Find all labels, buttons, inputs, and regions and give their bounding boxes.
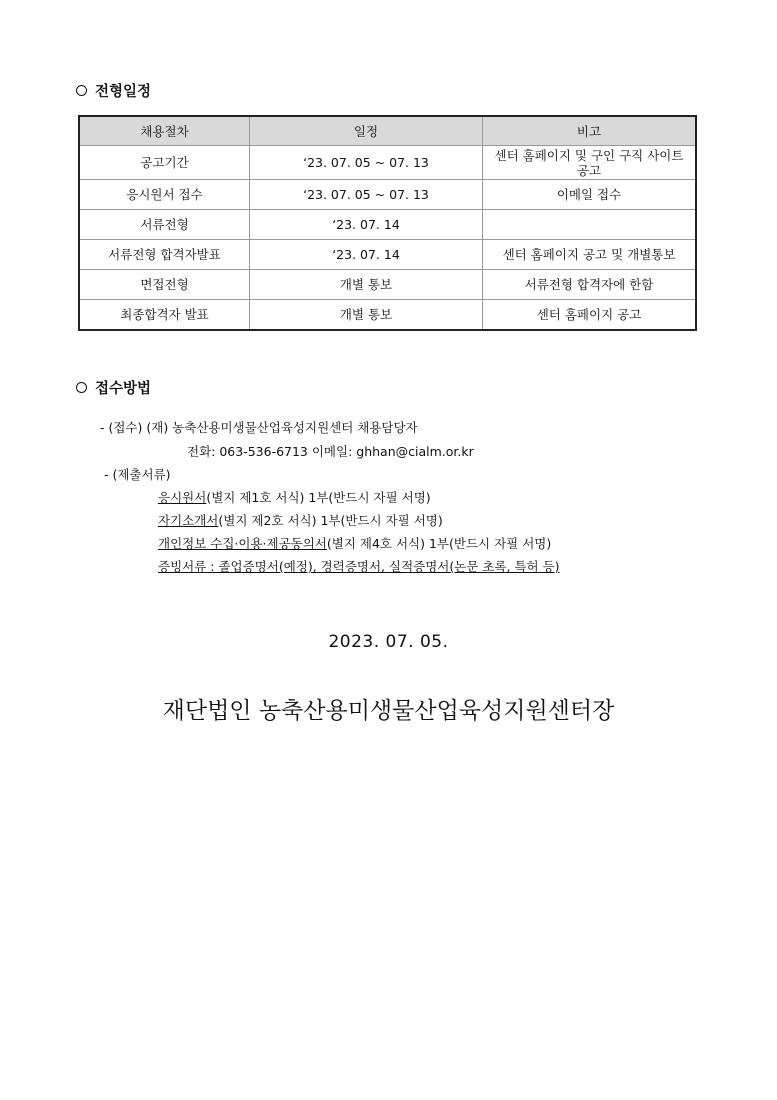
header-procedure: 채용절차 <box>79 116 250 146</box>
cell-remarks: 서류전형 합격자에 한함 <box>483 270 697 300</box>
organization-signature: 재단법인 농축산용미생물산업육성지원센터장 <box>162 698 615 724</box>
table-row <box>79 270 696 300</box>
evidence-documents-line: 증빙서류 : 졸업증명서(예정), 경력증명서, 실적증명서(논문 초록, 특허 등) <box>158 559 560 574</box>
cell-procedure: 최종합격자 발표 <box>79 300 250 331</box>
cell-procedure: 면접전형 <box>79 270 250 300</box>
cell-schedule: ‘23. 07. 14 <box>250 240 483 270</box>
schedule-section-heading <box>76 80 151 101</box>
table-row <box>79 300 696 331</box>
cell-remarks: 이메일 접수 <box>483 180 697 210</box>
document-detail: (별지 제2호 서식) 1부(반드시 자필 서명) <box>218 513 443 528</box>
cell-schedule: 개별 통보 <box>250 270 483 300</box>
table-row <box>79 210 696 240</box>
document-name: 자기소개서 <box>158 513 219 528</box>
cell-remarks: 센터 홈페이지 공고 <box>483 300 697 331</box>
table-row <box>79 180 696 210</box>
document-detail: (별지 제1호 서식) 1부(반드시 자필 서명) <box>206 490 431 505</box>
cell-schedule: ‘23. 07. 14 <box>250 210 483 240</box>
application-section-heading <box>76 377 151 398</box>
cell-procedure: 서류전형 <box>79 210 250 240</box>
table-row <box>79 146 696 180</box>
document-item <box>158 488 431 506</box>
circle-bullet-icon <box>76 382 87 393</box>
cell-remarks <box>483 210 697 240</box>
cell-remarks: 센터 홈페이지 및 구인 구직 사이트 공고 <box>483 146 697 180</box>
cell-schedule: ‘23. 07. 05 ~ 07. 13 <box>250 180 483 210</box>
header-schedule: 일정 <box>250 116 483 146</box>
table-row <box>79 240 696 270</box>
schedule-heading-text: 전형일정 <box>95 84 152 100</box>
table-header-row <box>79 116 696 146</box>
document-item <box>158 511 443 529</box>
document-detail: (별지 제4호 서식) 1부(반드시 자필 서명) <box>326 536 552 551</box>
cell-procedure: 공고기간 <box>79 146 250 180</box>
header-remarks: 비고 <box>483 116 697 146</box>
document-date: 2023. 07. 05. <box>328 632 449 652</box>
cell-remarks: 센터 홈페이지 공고 및 개별통보 <box>483 240 697 270</box>
application-heading-text: 접수방법 <box>95 381 152 397</box>
circle-bullet-icon <box>76 85 87 96</box>
phone-email-line: 전화: 063-536-6713 이메일: ghhan@cialm.or.kr <box>187 444 474 459</box>
cell-schedule: 개별 통보 <box>250 300 483 331</box>
cell-schedule: ‘23. 07. 05 ~ 07. 13 <box>250 146 483 180</box>
documents-label: - (제출서류) <box>104 467 171 482</box>
contact-line: - (접수) (재) 농축산용미생물산업육성지원센터 채용담당자 <box>100 420 418 435</box>
document-name: 응시원서 <box>158 490 207 505</box>
cell-procedure: 서류전형 합격자발표 <box>79 240 250 270</box>
document-name: 개인정보 수집·이용·제공동의서 <box>158 536 327 551</box>
cell-procedure: 응시원서 접수 <box>79 180 250 210</box>
document-item <box>158 534 551 552</box>
schedule-table <box>78 115 697 331</box>
